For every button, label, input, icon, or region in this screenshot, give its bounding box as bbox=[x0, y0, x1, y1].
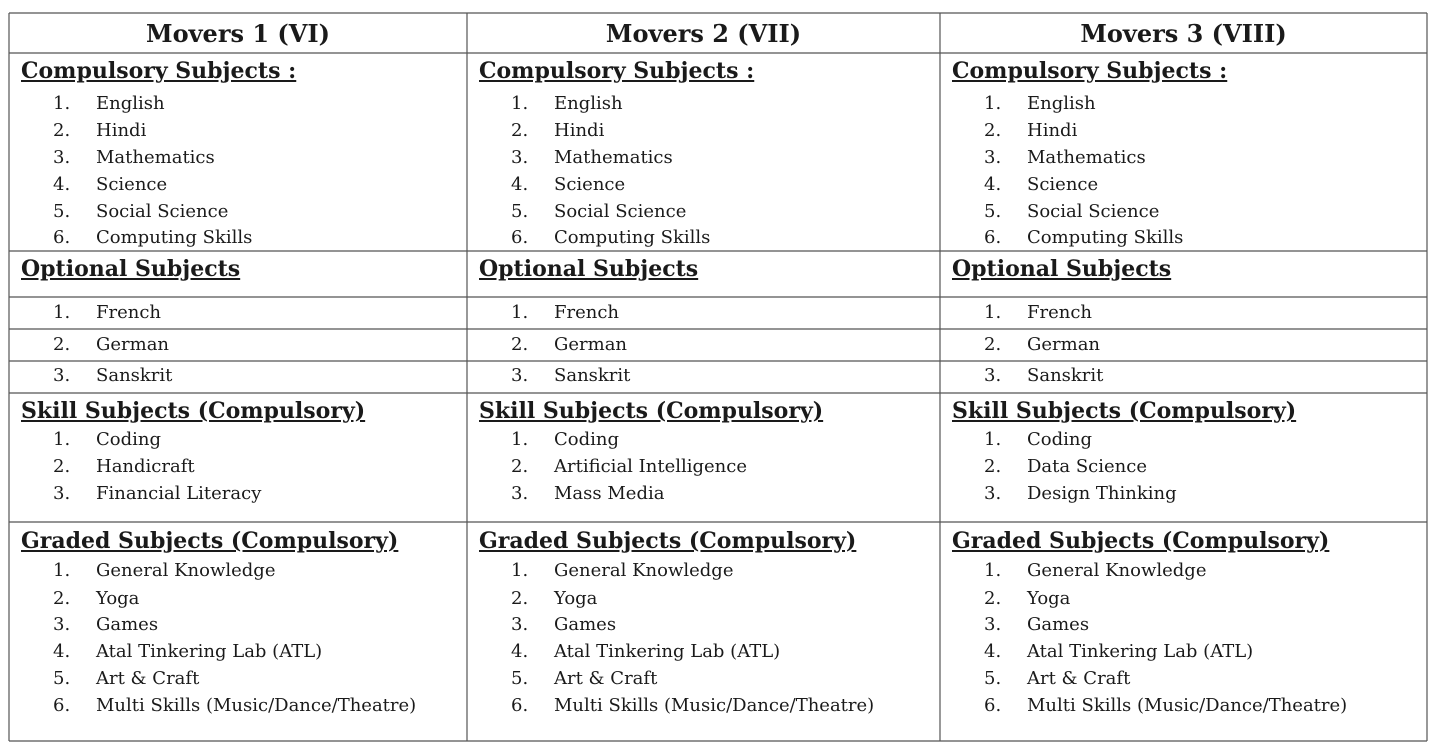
list-item bbox=[467, 427, 940, 453]
section-title: Optional Subjects bbox=[952, 256, 1172, 282]
item-number: 1. bbox=[53, 93, 71, 114]
list-item bbox=[940, 454, 1427, 480]
list-item bbox=[940, 363, 1427, 389]
section-title: Graded Subjects (Compulsory) bbox=[479, 528, 857, 554]
list-item bbox=[940, 225, 1427, 251]
list-item bbox=[940, 199, 1427, 225]
item-number: 1. bbox=[511, 93, 529, 114]
section-title: Graded Subjects (Compulsory) bbox=[21, 528, 399, 554]
list-item bbox=[467, 172, 940, 198]
item-label: Science bbox=[554, 174, 626, 195]
item-number: 3. bbox=[984, 614, 1002, 635]
item-label: Atal Tinkering Lab (ATL) bbox=[96, 641, 323, 662]
item-number: 1. bbox=[53, 429, 71, 450]
section-title: Optional Subjects bbox=[21, 256, 241, 282]
item-number: 1. bbox=[984, 93, 1002, 114]
list-item bbox=[940, 693, 1427, 719]
item-label: Hindi bbox=[554, 120, 605, 141]
list-item bbox=[467, 666, 940, 692]
list-item bbox=[9, 199, 467, 225]
list-item bbox=[9, 118, 467, 144]
item-label: German bbox=[554, 334, 628, 355]
item-number: 2. bbox=[53, 334, 71, 355]
item-number: 1. bbox=[511, 560, 529, 581]
list-item bbox=[467, 145, 940, 171]
item-number: 3. bbox=[984, 147, 1002, 168]
item-label: English bbox=[96, 93, 165, 114]
item-label: Atal Tinkering Lab (ATL) bbox=[554, 641, 781, 662]
item-label: Coding bbox=[554, 429, 620, 450]
item-label: Mathematics bbox=[96, 147, 215, 168]
list-item bbox=[467, 118, 940, 144]
item-number: 6. bbox=[511, 227, 529, 248]
item-label: Games bbox=[554, 614, 617, 635]
item-number: 6. bbox=[53, 227, 71, 248]
column-header: Movers 3 (VIII) bbox=[1080, 18, 1287, 48]
item-number: 2. bbox=[984, 120, 1002, 141]
item-label: French bbox=[1027, 302, 1093, 323]
item-number: 4. bbox=[511, 641, 529, 662]
item-number: 1. bbox=[984, 429, 1002, 450]
list-item bbox=[940, 612, 1427, 638]
section-title: Skill Subjects (Compulsory) bbox=[21, 398, 366, 424]
item-number: 6. bbox=[53, 695, 71, 716]
item-label: Science bbox=[96, 174, 168, 195]
item-number: 6. bbox=[984, 695, 1002, 716]
item-number: 1. bbox=[984, 302, 1002, 323]
item-number: 3. bbox=[53, 614, 71, 635]
item-number: 6. bbox=[511, 695, 529, 716]
grade-column bbox=[940, 0, 1427, 753]
item-number: 1. bbox=[984, 560, 1002, 581]
item-label: Art & Craft bbox=[1027, 668, 1131, 689]
grade-column bbox=[9, 0, 467, 753]
list-item bbox=[9, 558, 467, 584]
list-item bbox=[467, 454, 940, 480]
list-item bbox=[940, 586, 1427, 612]
item-number: 1. bbox=[511, 429, 529, 450]
list-item bbox=[9, 363, 467, 389]
item-number: 5. bbox=[511, 201, 529, 222]
list-item bbox=[467, 481, 940, 507]
item-label: Data Science bbox=[1027, 456, 1147, 477]
item-label: General Knowledge bbox=[554, 560, 734, 581]
list-item bbox=[940, 558, 1427, 584]
item-label: Design Thinking bbox=[1027, 483, 1177, 504]
item-label: General Knowledge bbox=[96, 560, 276, 581]
item-label: Multi Skills (Music/Dance/Theatre) bbox=[1027, 695, 1348, 716]
list-item bbox=[9, 91, 467, 117]
item-number: 1. bbox=[511, 302, 529, 323]
section-title: Compulsory Subjects : bbox=[952, 58, 1228, 84]
item-label: Mathematics bbox=[554, 147, 673, 168]
item-label: Computing Skills bbox=[554, 227, 711, 248]
item-label: Coding bbox=[96, 429, 162, 450]
item-label: Social Science bbox=[96, 201, 229, 222]
list-item bbox=[467, 225, 940, 251]
item-label: French bbox=[96, 302, 162, 323]
item-label: Sanskrit bbox=[1027, 365, 1104, 386]
list-item bbox=[467, 332, 940, 358]
item-number: 2. bbox=[53, 120, 71, 141]
list-item bbox=[940, 639, 1427, 665]
item-number: 5. bbox=[984, 201, 1002, 222]
item-number: 4. bbox=[984, 174, 1002, 195]
section-title: Graded Subjects (Compulsory) bbox=[952, 528, 1330, 554]
item-label: Mathematics bbox=[1027, 147, 1146, 168]
item-label: English bbox=[1027, 93, 1096, 114]
list-item bbox=[9, 586, 467, 612]
item-label: General Knowledge bbox=[1027, 560, 1207, 581]
item-number: 5. bbox=[984, 668, 1002, 689]
list-item bbox=[9, 639, 467, 665]
list-item bbox=[9, 225, 467, 251]
item-number: 3. bbox=[511, 483, 529, 504]
list-item bbox=[940, 91, 1427, 117]
item-number: 6. bbox=[984, 227, 1002, 248]
list-item bbox=[9, 666, 467, 692]
item-number: 2. bbox=[511, 334, 529, 355]
list-item bbox=[940, 427, 1427, 453]
item-number: 3. bbox=[511, 614, 529, 635]
item-label: German bbox=[96, 334, 170, 355]
list-item bbox=[9, 332, 467, 358]
item-label: Mass Media bbox=[554, 483, 665, 504]
item-number: 3. bbox=[53, 483, 71, 504]
item-number: 3. bbox=[984, 483, 1002, 504]
item-number: 5. bbox=[53, 668, 71, 689]
item-label: Yoga bbox=[554, 588, 598, 609]
item-number: 4. bbox=[53, 641, 71, 662]
item-label: Hindi bbox=[96, 120, 147, 141]
item-number: 2. bbox=[53, 588, 71, 609]
item-label: English bbox=[554, 93, 623, 114]
item-label: Art & Craft bbox=[96, 668, 200, 689]
list-item bbox=[467, 639, 940, 665]
section-title: Compulsory Subjects : bbox=[479, 58, 755, 84]
section-title: Skill Subjects (Compulsory) bbox=[952, 398, 1297, 424]
item-label: Multi Skills (Music/Dance/Theatre) bbox=[554, 695, 875, 716]
item-number: 5. bbox=[53, 201, 71, 222]
list-item bbox=[940, 300, 1427, 326]
column-header: Movers 1 (VI) bbox=[146, 18, 330, 48]
item-label: Science bbox=[1027, 174, 1099, 195]
item-number: 2. bbox=[984, 334, 1002, 355]
item-number: 3. bbox=[511, 365, 529, 386]
item-label: Art & Craft bbox=[554, 668, 658, 689]
list-item bbox=[9, 300, 467, 326]
list-item bbox=[9, 481, 467, 507]
list-item bbox=[940, 332, 1427, 358]
item-number: 2. bbox=[53, 456, 71, 477]
item-number: 2. bbox=[511, 588, 529, 609]
section-title: Skill Subjects (Compulsory) bbox=[479, 398, 824, 424]
list-item bbox=[9, 454, 467, 480]
list-item bbox=[9, 693, 467, 719]
item-label: Sanskrit bbox=[554, 365, 631, 386]
item-number: 3. bbox=[984, 365, 1002, 386]
item-number: 2. bbox=[984, 588, 1002, 609]
item-number: 4. bbox=[511, 174, 529, 195]
item-label: Coding bbox=[1027, 429, 1093, 450]
item-label: Handicraft bbox=[96, 456, 195, 477]
item-number: 3. bbox=[53, 147, 71, 168]
item-label: Yoga bbox=[1027, 588, 1071, 609]
list-item bbox=[9, 612, 467, 638]
item-label: German bbox=[1027, 334, 1101, 355]
item-number: 3. bbox=[53, 365, 71, 386]
list-item bbox=[940, 481, 1427, 507]
list-item bbox=[940, 666, 1427, 692]
item-label: Sanskrit bbox=[96, 365, 173, 386]
item-label: Hindi bbox=[1027, 120, 1078, 141]
item-number: 5. bbox=[511, 668, 529, 689]
item-number: 4. bbox=[984, 641, 1002, 662]
item-label: Artificial Intelligence bbox=[554, 456, 748, 477]
item-label: Social Science bbox=[554, 201, 687, 222]
item-label: Games bbox=[96, 614, 159, 635]
list-item bbox=[940, 172, 1427, 198]
item-label: Computing Skills bbox=[96, 227, 253, 248]
item-label: Games bbox=[1027, 614, 1090, 635]
item-label: French bbox=[554, 302, 620, 323]
list-item bbox=[9, 427, 467, 453]
list-item bbox=[467, 363, 940, 389]
section-title: Compulsory Subjects : bbox=[21, 58, 297, 84]
list-item bbox=[467, 612, 940, 638]
list-item bbox=[467, 558, 940, 584]
item-number: 2. bbox=[984, 456, 1002, 477]
list-item bbox=[9, 172, 467, 198]
item-label: Multi Skills (Music/Dance/Theatre) bbox=[96, 695, 417, 716]
section-title: Optional Subjects bbox=[479, 256, 699, 282]
item-number: 2. bbox=[511, 456, 529, 477]
grade-column bbox=[467, 0, 940, 753]
item-number: 1. bbox=[53, 560, 71, 581]
item-label: Atal Tinkering Lab (ATL) bbox=[1027, 641, 1254, 662]
list-item bbox=[940, 145, 1427, 171]
item-label: Yoga bbox=[96, 588, 140, 609]
list-item bbox=[467, 91, 940, 117]
item-label: Social Science bbox=[1027, 201, 1160, 222]
column-header: Movers 2 (VII) bbox=[605, 18, 802, 48]
list-item bbox=[940, 118, 1427, 144]
list-item bbox=[9, 145, 467, 171]
list-item bbox=[467, 300, 940, 326]
item-number: 4. bbox=[53, 174, 71, 195]
item-number: 3. bbox=[511, 147, 529, 168]
item-label: Financial Literacy bbox=[96, 483, 262, 504]
list-item bbox=[467, 199, 940, 225]
item-label: Computing Skills bbox=[1027, 227, 1184, 248]
list-item bbox=[467, 693, 940, 719]
list-item bbox=[467, 586, 940, 612]
item-number: 2. bbox=[511, 120, 529, 141]
item-number: 1. bbox=[53, 302, 71, 323]
